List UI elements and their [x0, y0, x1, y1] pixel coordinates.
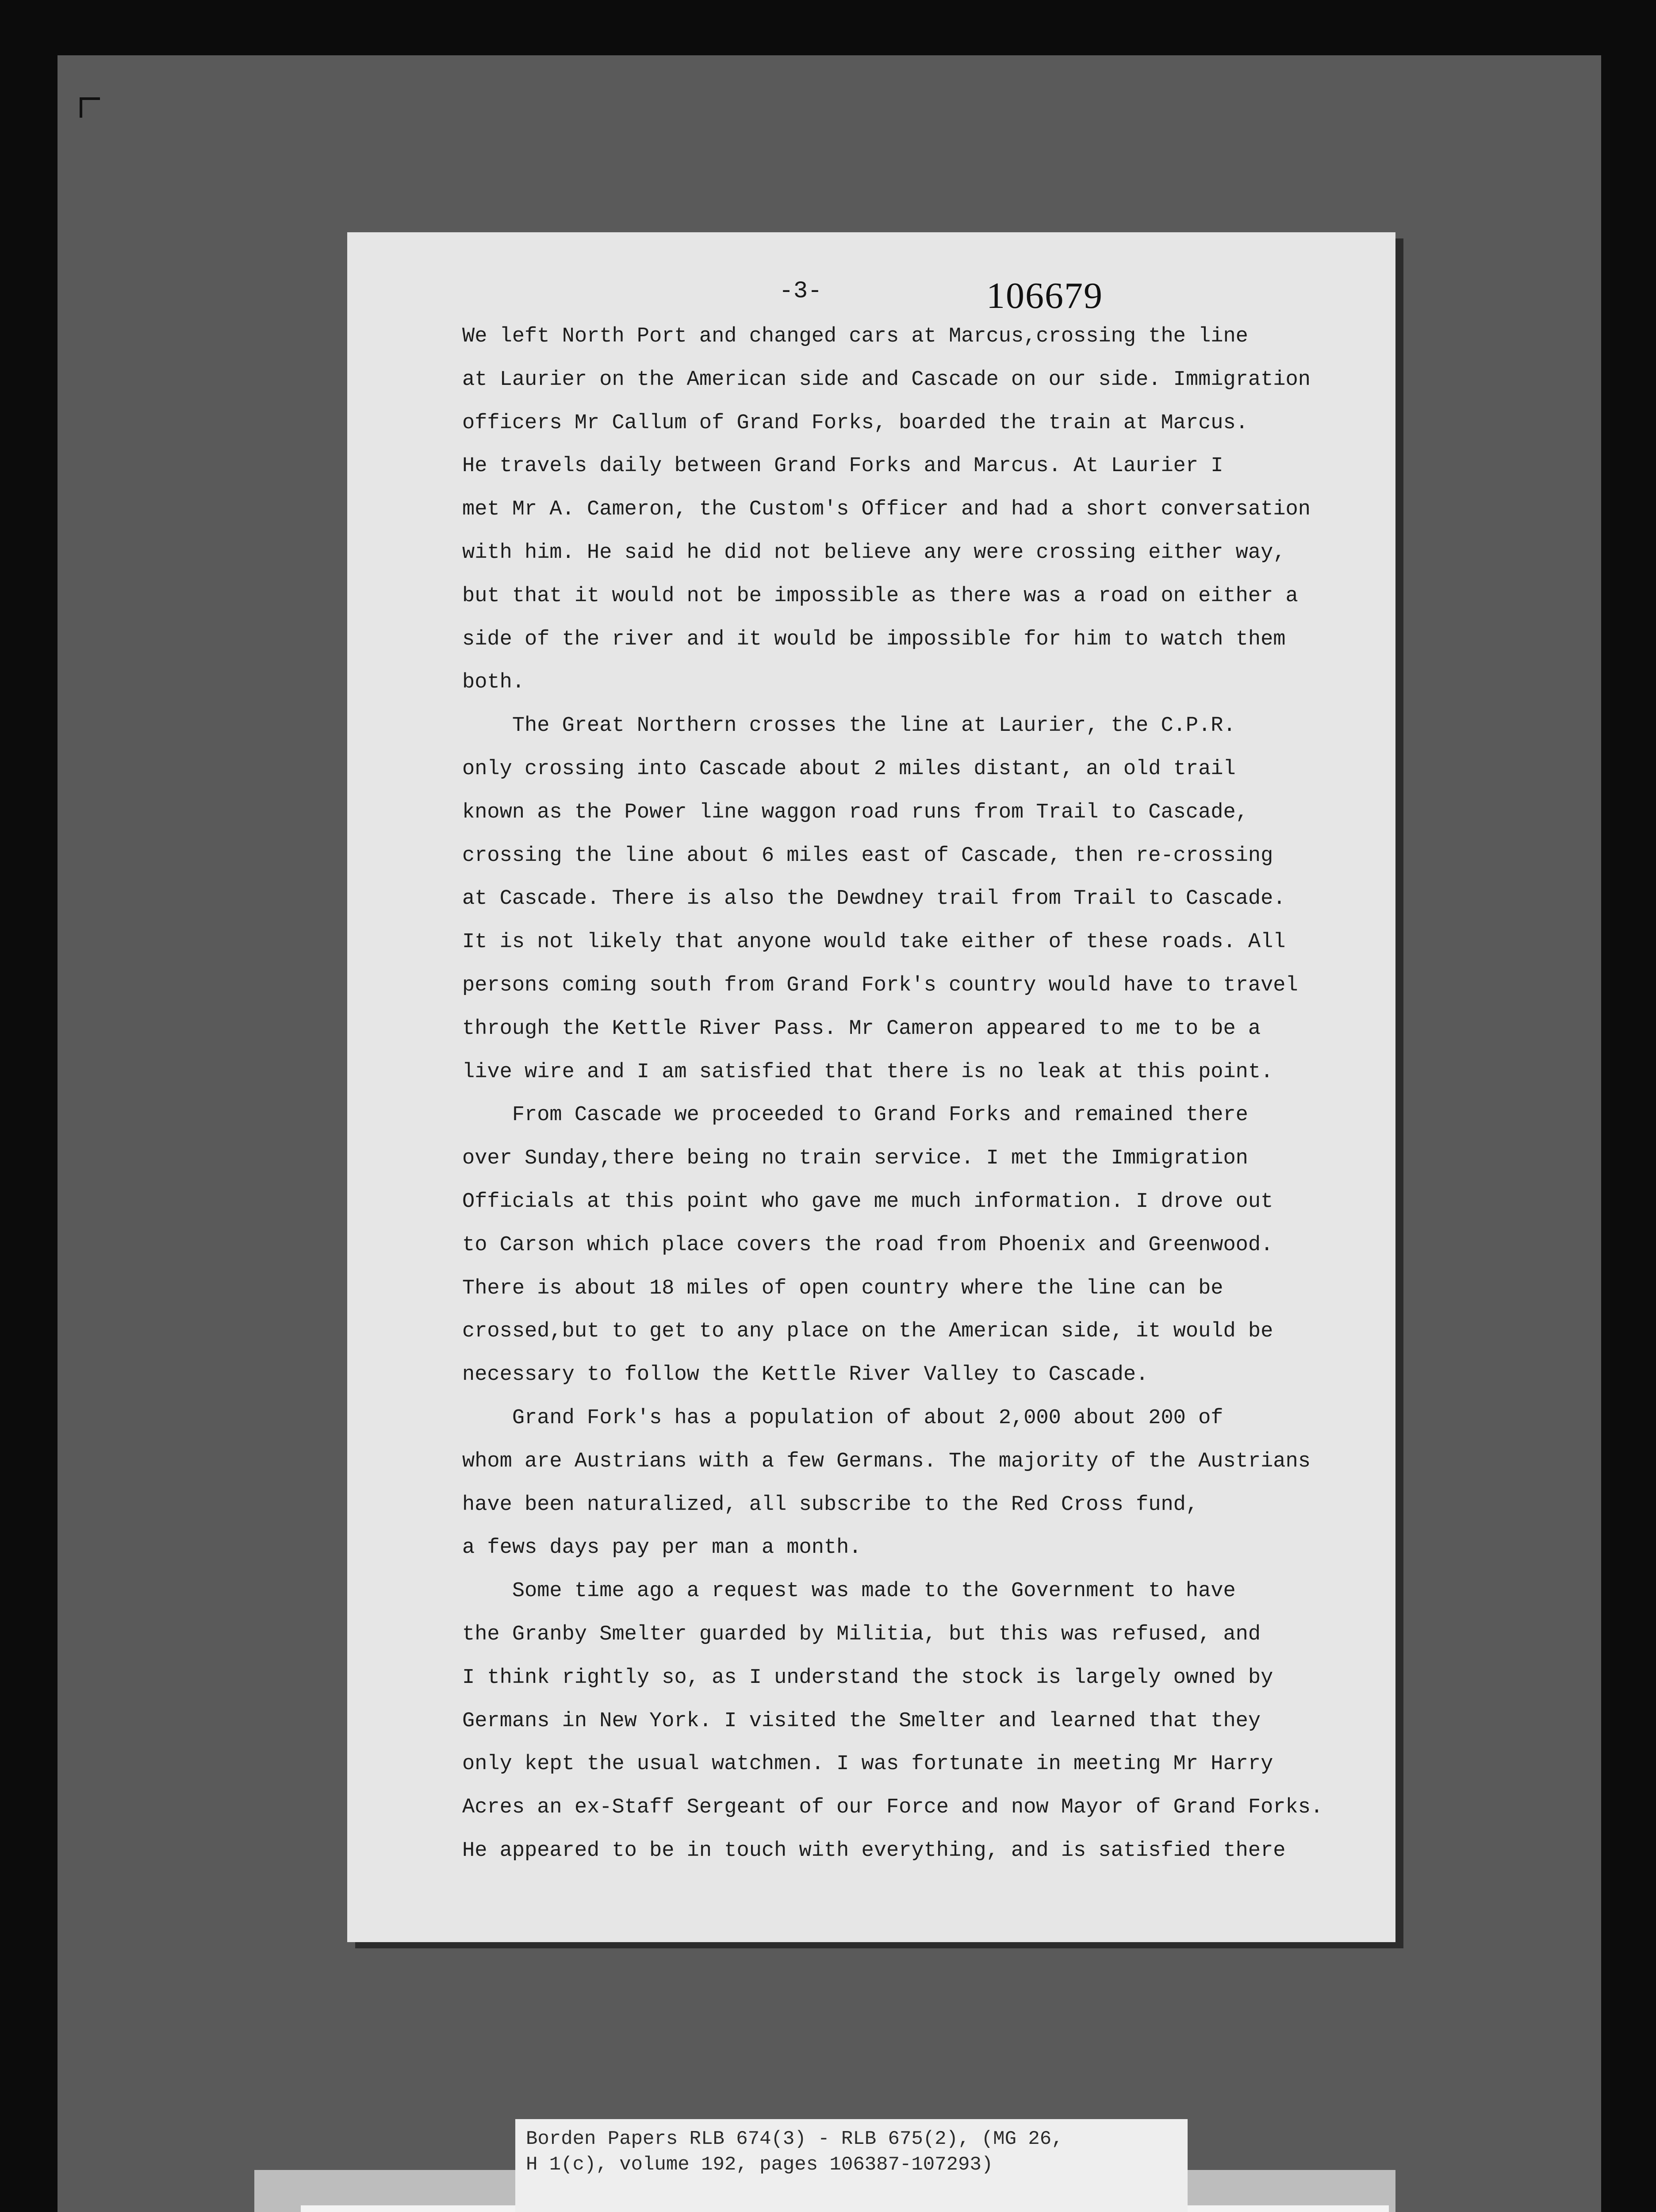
text-line: at Cascade. There is also the Dewdney trail from Trail to Cascade. — [462, 887, 1286, 911]
text-line: From Cascade we proceeded to Grand Forks and remained there — [462, 1103, 1248, 1127]
text-line: crossed,but to get to any place on the American side, it would be — [462, 1320, 1273, 1344]
text-line: but that it would not be impossible as there was a road on either a — [462, 584, 1298, 608]
frame-corner-mark — [80, 97, 100, 118]
text-line: I think rightly so, as I understand the stock is largely owned by — [462, 1666, 1273, 1690]
text-line: live wire and I am satisfied that there is no leak at this point. — [462, 1060, 1273, 1084]
document-id-stamp: 106679 — [986, 275, 1103, 316]
text-line: side of the river and it would be impossible for him to watch them — [462, 627, 1286, 651]
text-line: only crossing into Cascade about 2 miles distant, an old trail — [462, 757, 1236, 781]
text-line: Germans in New York. I visited the Smelter and learned that they — [462, 1709, 1261, 1733]
citation-line-1: Borden Papers RLB 674(3) - RLB 675(2), (MG 26, — [526, 2128, 1063, 2150]
text-line: known as the Power line waggon road runs from Trail to Cascade, — [462, 800, 1248, 824]
text-line: the Granby Smelter guarded by Militia, but this was refused, and — [462, 1622, 1261, 1646]
text-line: He travels daily between Grand Forks and Marcus. At Laurier I — [462, 454, 1223, 478]
text-line: only kept the usual watchmen. I was fortunate in meeting Mr Harry — [462, 1752, 1273, 1776]
text-line: There is about 18 miles of open country where the line can be — [462, 1276, 1223, 1300]
text-line: through the Kettle River Pass. Mr Cameron appeared to me to be a — [462, 1017, 1261, 1041]
text-line: Acres an ex-Staff Sergeant of our Force and now Mayor of Grand Forks. — [462, 1796, 1323, 1820]
text-line: over Sunday,there being no train service. I met the Immigration — [462, 1147, 1248, 1171]
text-line: at Laurier on the American side and Cascade on our side. Immigration — [462, 368, 1311, 392]
text-line: whom are Austrians with a few Germans. The majority of the Austrians — [462, 1449, 1311, 1473]
text-line: a fews days pay per man a month. — [462, 1536, 862, 1560]
text-line: with him. He said he did not believe any were crossing either way, — [462, 541, 1286, 565]
page-number: -3- — [779, 278, 822, 305]
text-line: crossing the line about 6 miles east of Cascade, then re-crossing — [462, 844, 1273, 868]
text-line: We left North Port and changed cars at Marcus,crossing the line — [462, 325, 1248, 348]
citation-line-2: H 1(c), volume 192, pages 106387-107293) — [526, 2154, 993, 2176]
text-line: met Mr A. Cameron, the Custom's Officer and had a short conversation — [462, 498, 1311, 522]
text-line: He appeared to be in touch with everything, and is satisfied there — [462, 1839, 1286, 1863]
text-line: It is not likely that anyone would take either of these roads. All — [462, 930, 1286, 954]
text-line: officers Mr Callum of Grand Forks, boarded the train at Marcus. — [462, 411, 1248, 435]
text-line: necessary to follow the Kettle River Valley to Cascade. — [462, 1363, 1149, 1387]
text-line: have been naturalized, all subscribe to the Red Cross fund, — [462, 1493, 1199, 1517]
typed-letter-body — [462, 315, 1373, 1873]
text-line: The Great Northern crosses the line at Laurier, the C.P.R. — [462, 714, 1236, 738]
text-line: persons coming south from Grand Fork's country would have to travel — [462, 973, 1298, 997]
text-line: both. — [462, 671, 525, 695]
text-line: to Carson which place covers the road from Phoenix and Greenwood. — [462, 1233, 1273, 1257]
text-line: Some time ago a request was made to the Government to have — [462, 1579, 1236, 1603]
text-line: Grand Fork's has a population of about 2,000 about 200 of — [462, 1406, 1223, 1430]
citation-label — [515, 2119, 1188, 2212]
text-line: Officials at this point who gave me much information. I drove out — [462, 1190, 1273, 1214]
